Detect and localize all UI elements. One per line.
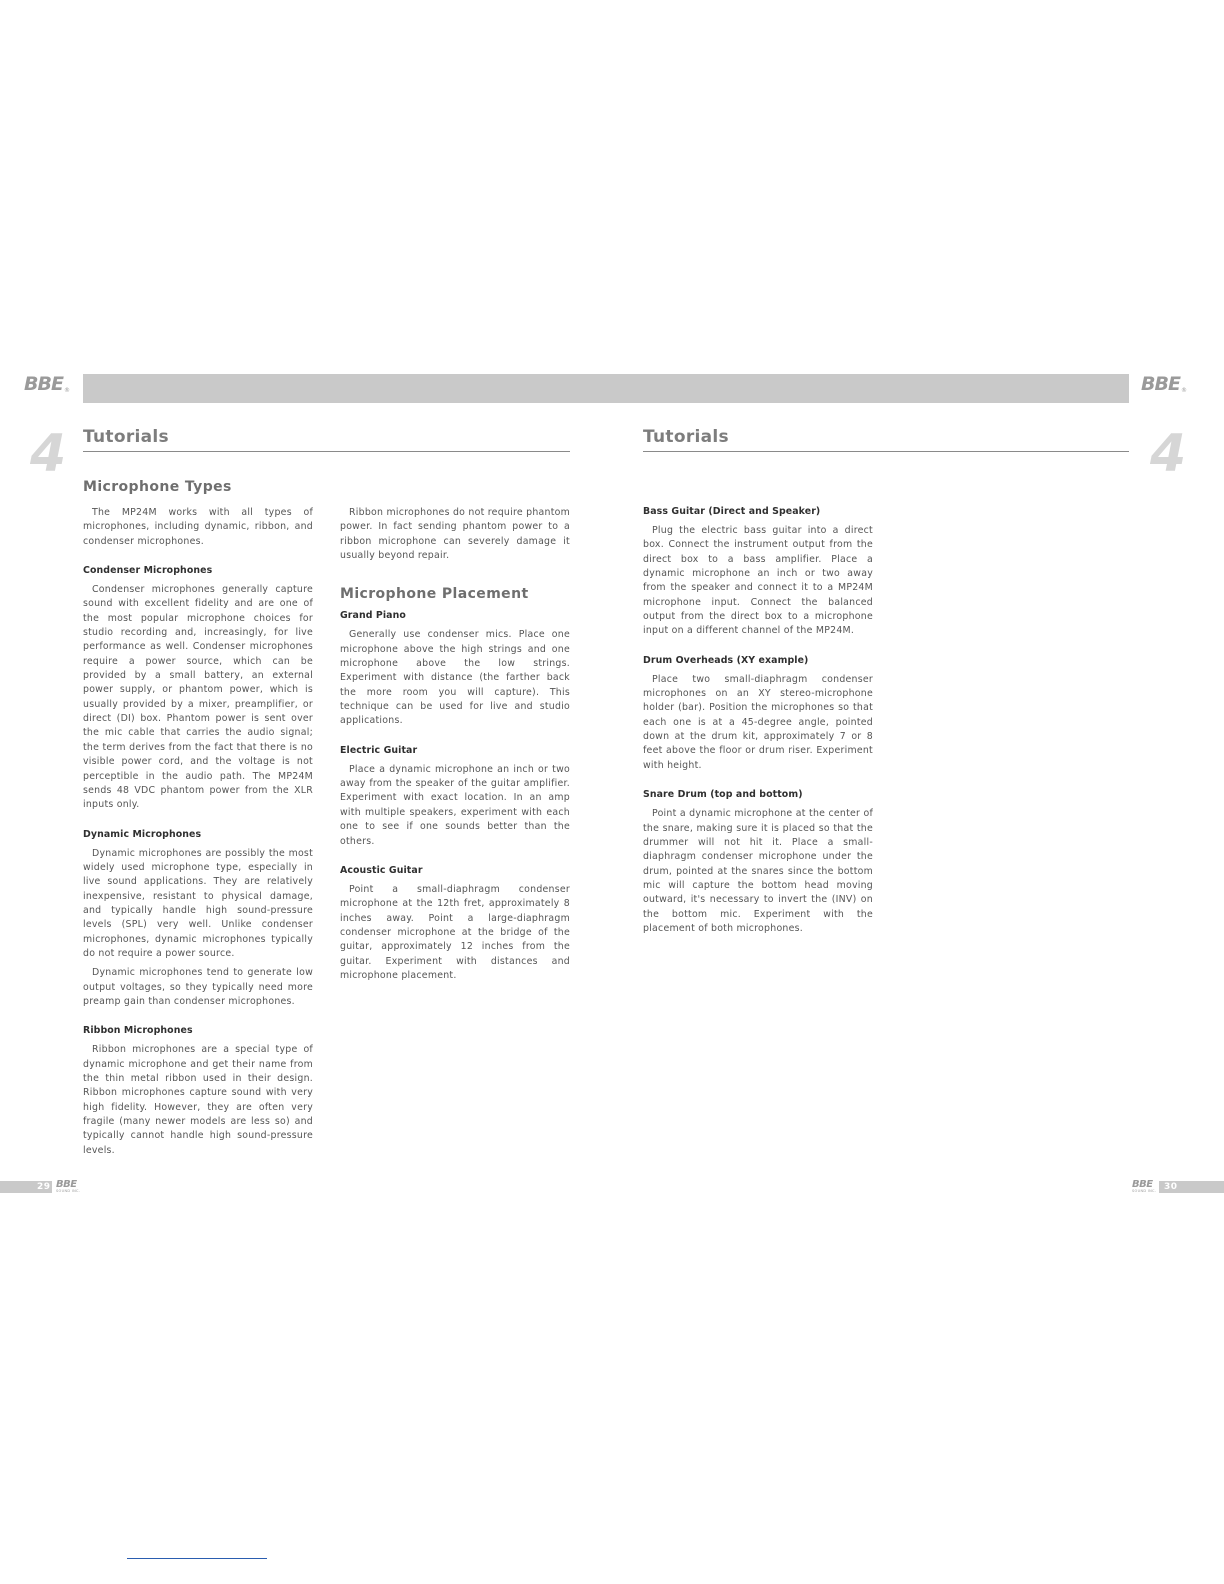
- footer-logo-text: BBE: [1132, 1179, 1153, 1190]
- subheading-snare-drum: Snare Drum (top and bottom): [643, 789, 803, 801]
- section-heading-microphone-types: Microphone Types: [83, 479, 232, 495]
- dynamic-paragraph-2: Dynamic microphones tend to generate low output voltages, so they typically need more preamp gain than condenser microphones.: [83, 967, 313, 1007]
- page-title-left: Tutorials: [83, 427, 169, 447]
- drum-overheads-paragraph: Place two small-diaphragm condenser microphones on an XY stereo-microphone holder (bar). Position the microphones so that each one is at a 45-degree angle, pointed down at the drum kit, approximately 7 or 8 feet above the floor or drum riser. Experiment with height.: [643, 673, 873, 771]
- subheading-grand-piano: Grand Piano: [340, 610, 406, 622]
- header-bar: [83, 374, 1129, 403]
- subheading-ribbon: Ribbon Microphones: [83, 1025, 193, 1037]
- intro-paragraph: The MP24M works with all types of microphones, including dynamic, ribbon, and condenser microphones.: [83, 507, 313, 547]
- subheading-dynamic: Dynamic Microphones: [83, 828, 202, 840]
- right-column: [643, 505, 873, 936]
- page-number-left: 29: [37, 1182, 51, 1192]
- subheading-bass-guitar: Bass Guitar (Direct and Speaker): [643, 506, 821, 517]
- title-rule-right: [643, 451, 1129, 452]
- left-column: [83, 478, 313, 1158]
- registered-mark: ®: [63, 387, 70, 394]
- acoustic-guitar-paragraph: Point a small-diaphragm condenser microphone at the 12th fret, approximately 8 inches away. Point a large-diaphragm condenser microphone at the bridge of the guitar, approximately 12 inches from the guitar. Experiment with distances and microphone placement.: [340, 883, 570, 981]
- dynamic-paragraph-1: Dynamic microphones are possibly the most widely used microphone type, especially in live sound applications. They are relatively inexpensive, resistant to physical damage, and typically handle high sound-pressure levels (SPL) very well. Unlike condenser microphones, dynamic microphones typically do not require a power source.: [83, 847, 313, 959]
- middle-column: [340, 506, 570, 983]
- registered-mark: ®: [1180, 387, 1187, 394]
- subheading-drum-overheads: Drum Overheads (XY example): [643, 654, 809, 666]
- brand-logo-left: [24, 375, 70, 394]
- snare-drum-paragraph: Point a dynamic microphone at the center of the snare, making sure it is placed so that the drummer will not hit it. Place a small-diaphragm condenser microphone under the drum, pointed at the snares since the bottom mic will capture the bottom head moving outward, it's necessary to invert the (INV) on the bottom mic. Experiment with the placement of both microphones.: [643, 808, 873, 934]
- chapter-number-right: 4: [1150, 424, 1187, 484]
- brand-logo-right: [1141, 375, 1187, 394]
- ribbon-paragraph: Ribbon microphones are a special type of dynamic microphone and get their name from the thin metal ribbon used in their design. Ribbon microphones capture sound with very high fidelity. However, they are often very fragile (many newer models are less so) and typically cannot handle high sound-pressure levels.: [83, 1044, 313, 1156]
- footer-logo-text: BBE: [56, 1179, 77, 1190]
- ribbon-continued-paragraph: Ribbon microphones do not require phantom power. In fact sending phantom power to a ribbon microphone can severely damage it usually beyond repair.: [340, 507, 570, 562]
- subheading-condenser: Condenser Microphones: [83, 565, 213, 577]
- grand-piano-paragraph: Generally use condenser mics. Place one microphone above the high strings and one microphone above the low strings. Experiment with distance (the farther back the more room you will capture). This technique can be used for live and studio applications.: [340, 629, 570, 727]
- hyperlink-underline[interactable]: [127, 1558, 267, 1559]
- section-heading-placement: Microphone Placement: [340, 586, 529, 603]
- bass-guitar-paragraph: Plug the electric bass guitar into a direct box. Connect the instrument output from the direct box to a bass amplifier. Place a dynamic microphone an inch or two away from the speaker and connect it to a MP24M microphone input. Connect the balanced output from the direct box to a microphone input on a different channel of the MP24M.: [643, 525, 873, 637]
- brand-logo-text: BBE: [1141, 373, 1180, 395]
- chapter-number-left: 4: [30, 424, 67, 484]
- brand-logo-text: BBE: [24, 373, 63, 395]
- footer-logo-left: [56, 1180, 80, 1194]
- subheading-electric-guitar: Electric Guitar: [340, 744, 418, 756]
- footer-logo-right: [1132, 1180, 1156, 1194]
- footer-logo-subtext: SOUND INC.: [56, 1189, 81, 1193]
- footer-logo-subtext: SOUND INC.: [1132, 1189, 1157, 1193]
- subheading-acoustic-guitar: Acoustic Guitar: [340, 864, 423, 876]
- page-title-right: Tutorials: [643, 427, 729, 447]
- electric-guitar-paragraph: Place a dynamic microphone an inch or two away from the speaker of the guitar amplifier. Experiment with exact location. In an amp with multiple speakers, experiment with each one to see if one sounds better than the others.: [340, 763, 570, 847]
- condenser-paragraph: Condenser microphones generally capture sound with excellent fidelity and are one of the most popular microphone choices for studio recording and, increasingly, for live performance as well. Condenser microphones require a power source, which can be provided by a small battery, an external power supply, or phantom power, which is usually provided by a mixer, preamplifier, or direct (DI) box. Phantom power is sent over the mic cable that carries the audio signal; the term derives from the fact that there is no visible power cord, and the voltage is not perceptible in the audio path. The MP24M sends 48 VDC phantom power from the XLR inputs only.: [83, 584, 313, 811]
- page-number-right: 30: [1164, 1182, 1178, 1192]
- title-rule-left: [83, 451, 570, 452]
